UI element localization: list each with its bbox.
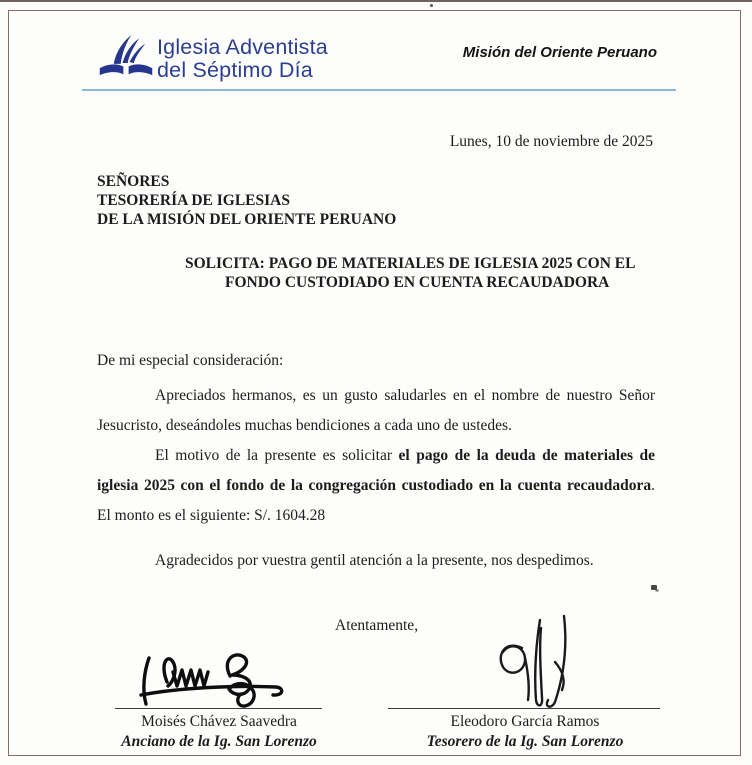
signature-line-left: [115, 708, 322, 709]
signer-left-title: Anciano de la Ig. San Lorenzo: [121, 732, 317, 750]
paragraph-2-line1-bold: el pago de la deuda de materiales de: [398, 447, 655, 464]
paragraph-2-line2-normal: .: [651, 477, 655, 494]
farewell: Agradecidos por vuestra gentil atención a la presente, nos despedimos.: [155, 552, 594, 569]
recipient-block: [97, 172, 396, 229]
letter-date: Lunes, 10 de noviembre de 2025: [449, 133, 653, 150]
paragraph-2-line2: [97, 471, 655, 501]
ink-smudge-artifact: [651, 585, 657, 590]
recipient-line: DE LA MISIÓN DEL ORIENTE PERUANO: [97, 211, 397, 228]
brand-name: [157, 36, 328, 82]
signer-right: [394, 712, 656, 751]
mission-name: Misión del Oriente Peruano: [462, 44, 657, 61]
paragraph-1-line1: Apreciados hermanos, es un gusto saludarles en el nombre de nuestro Señor: [155, 387, 655, 404]
adventist-logo-icon: [98, 31, 154, 81]
signature-left-handwriting: [133, 632, 298, 710]
signer-right-title: Tesorero de la Ig. San Lorenzo: [426, 732, 624, 750]
subject-line2: FONDO CUSTODIADO EN CUENTA RECAUDADORA: [225, 273, 610, 291]
paragraph-1-line2: Jesucristo, deseándoles muchas bendiciones a cada uno de ustedes.: [97, 417, 512, 434]
closing: Atentamente,: [335, 617, 419, 634]
paragraph-2-line3: El monto es el siguiente: S/. 1604.28: [97, 507, 326, 524]
scan-top-edge-line: [0, 0, 752, 2]
signature-line-right: [388, 708, 660, 709]
subject-block: [185, 255, 655, 292]
scan-dot-artifact: [430, 4, 433, 7]
recipient-line: SEÑORES: [97, 173, 170, 190]
signer-left: [103, 712, 335, 751]
paragraph-2: [97, 441, 655, 531]
signature-right-handwriting: [478, 612, 590, 712]
header-divider: [82, 89, 676, 91]
subject-line1: SOLICITA: PAGO DE MATERIALES DE IGLESIA 2025 CON EL: [185, 255, 636, 272]
paragraph-2-line1: [97, 441, 655, 471]
salutation: De mi especial consideración:: [97, 352, 284, 369]
paragraph-2-line2-bold: iglesia 2025 con el fondo de la congregación custodiado en la cuenta recaudadora: [97, 477, 652, 494]
paragraph-1: [97, 381, 655, 441]
signer-right-name: Eleodoro García Ramos: [450, 713, 600, 730]
brand-line2: del Séptimo Día: [157, 58, 313, 82]
brand-line1: Iglesia Adventista: [157, 35, 328, 59]
paragraph-2-line1-normal: El motivo de la presente es solicitar: [155, 447, 399, 464]
signer-left-name: Moisés Chávez Saavedra: [141, 713, 297, 730]
recipient-line: TESORERÍA DE IGLESIAS: [97, 192, 290, 209]
